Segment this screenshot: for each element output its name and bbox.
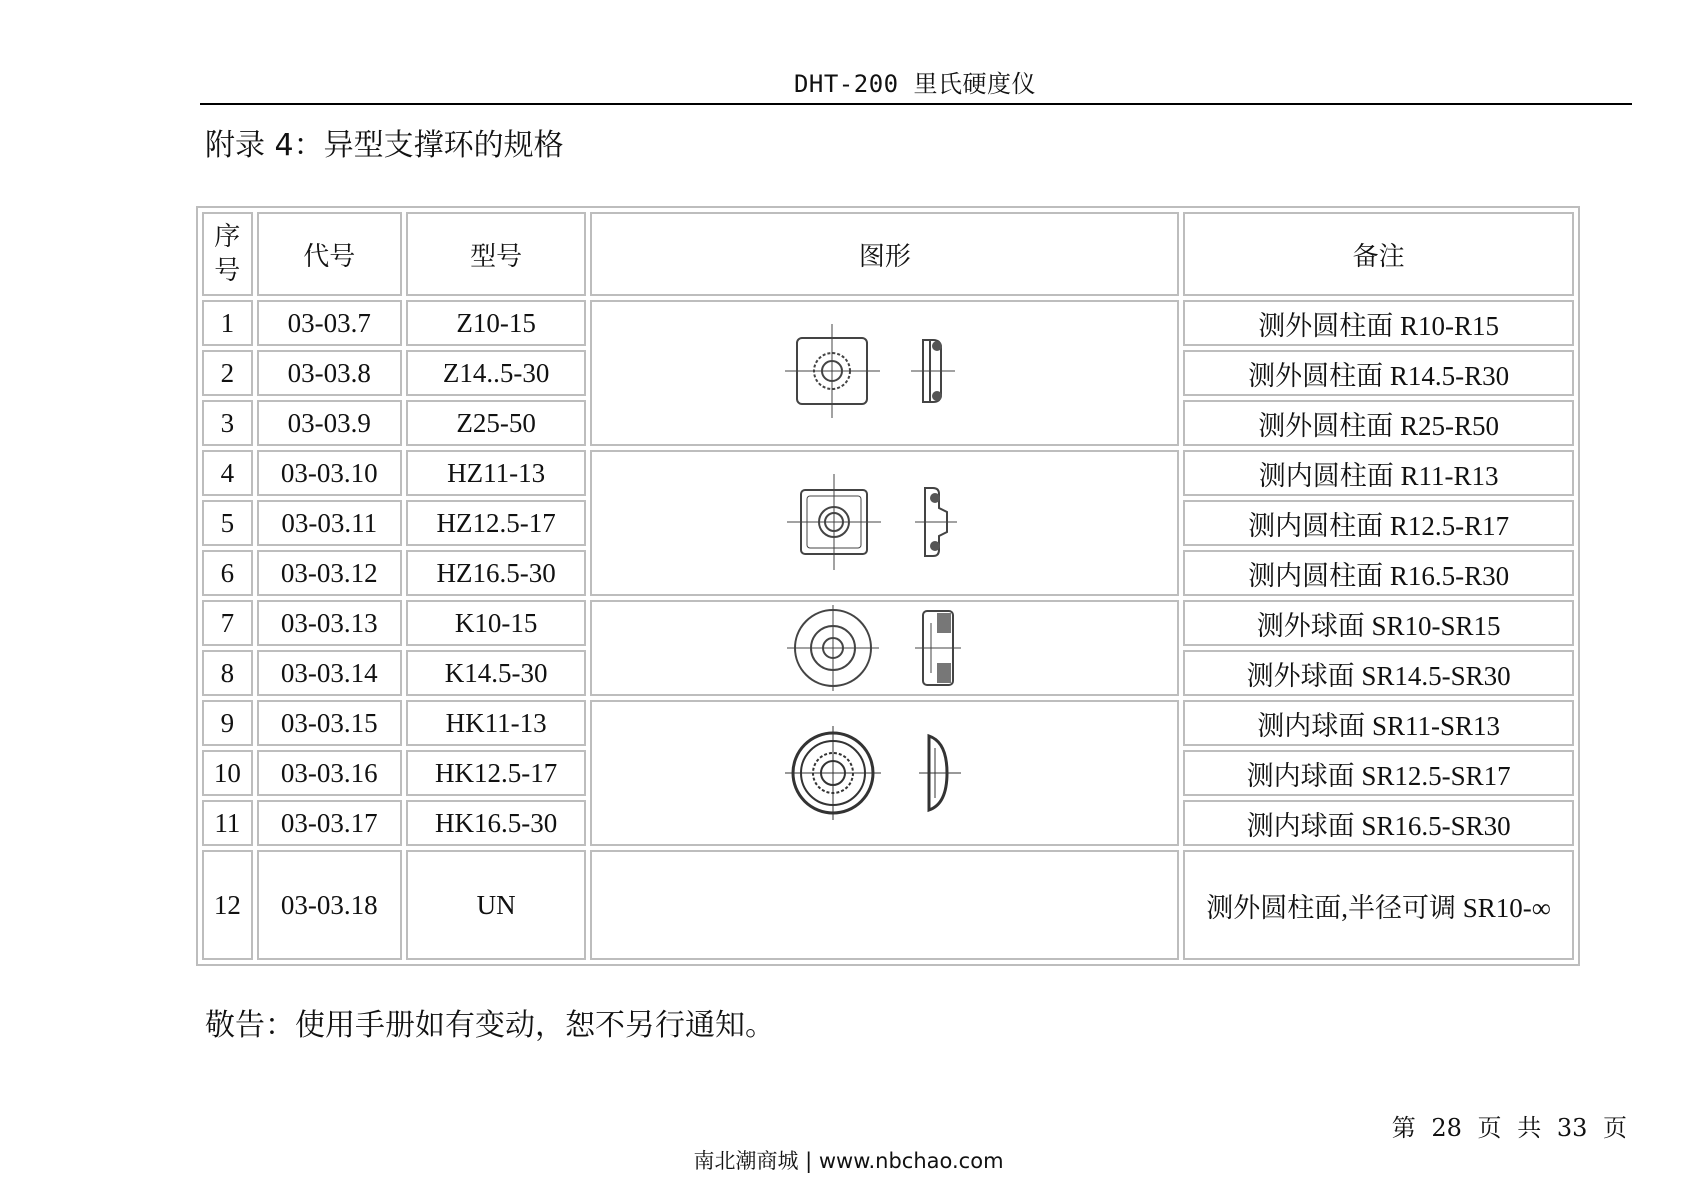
section-title: 附录 4：异型支撑环的规格 (205, 128, 564, 163)
notice-text: 敬告：使用手册如有变动，恕不另行通知。 (205, 1008, 775, 1043)
cell-model: Z14..5-30 (406, 350, 587, 396)
cell-model: K10-15 (406, 600, 587, 646)
cell-note: 测外圆柱面 R10-R15 (1183, 300, 1574, 346)
cell-note: 测外圆柱面,半径可调 SR10-∞ (1183, 850, 1574, 960)
cell-seq: 4 (202, 450, 253, 496)
figure-sphere-outer (590, 600, 1179, 696)
cell-code: 03-03.17 (257, 800, 402, 846)
header-code: 代号 (257, 212, 402, 296)
cell-note: 测外圆柱面 R25-R50 (1183, 400, 1574, 446)
figure-sphere-inner (590, 700, 1179, 846)
cell-code: 03-03.9 (257, 400, 402, 446)
cell-model: Z25-50 (406, 400, 587, 446)
cell-code: 03-03.8 (257, 350, 402, 396)
cell-model: K14.5-30 (406, 650, 587, 696)
document-header-title: DHT-200 里氏硬度仪 (793, 70, 1037, 98)
header-model: 型号 (406, 212, 587, 296)
cell-model: HK11-13 (406, 700, 587, 746)
cell-seq: 11 (202, 800, 253, 846)
footer-site-text: 南北潮商城 | www.nbchao.com (693, 1149, 1004, 1173)
cell-model: UN (406, 850, 587, 960)
cell-code: 03-03.16 (257, 750, 402, 796)
cell-code: 03-03.11 (257, 500, 402, 546)
table-row (202, 300, 1574, 346)
table-row (202, 700, 1574, 746)
cell-seq: 2 (202, 350, 253, 396)
cell-seq: 3 (202, 400, 253, 446)
cell-code: 03-03.7 (257, 300, 402, 346)
cell-note: 测内球面 SR16.5-SR30 (1183, 800, 1574, 846)
table-row (202, 450, 1574, 496)
header-figure: 图形 (590, 212, 1179, 296)
cell-code: 03-03.12 (257, 550, 402, 596)
cell-note: 测外圆柱面 R14.5-R30 (1183, 350, 1574, 396)
cell-seq: 12 (202, 850, 253, 960)
figure-cylinder-outer (590, 300, 1179, 446)
figure-empty (590, 850, 1179, 960)
cell-note: 测外球面 SR10-SR15 (1183, 600, 1574, 646)
cell-seq: 1 (202, 300, 253, 346)
header-rule (200, 103, 1632, 105)
cell-code: 03-03.13 (257, 600, 402, 646)
cell-model: HZ12.5-17 (406, 500, 587, 546)
cell-code: 03-03.18 (257, 850, 402, 960)
support-ring-spec-table (196, 206, 1580, 966)
cell-note: 测内圆柱面 R16.5-R30 (1183, 550, 1574, 596)
cell-seq: 7 (202, 600, 253, 646)
page-number: 第 28 页 共 33 页 (1391, 1114, 1627, 1142)
table-row (202, 850, 1574, 960)
cell-model: HK12.5-17 (406, 750, 587, 796)
cell-seq: 10 (202, 750, 253, 796)
cell-model: HZ16.5-30 (406, 550, 587, 596)
cell-seq: 5 (202, 500, 253, 546)
cell-note: 测内球面 SR12.5-SR17 (1183, 750, 1574, 796)
cell-note: 测内圆柱面 R11-R13 (1183, 450, 1574, 496)
cell-seq: 8 (202, 650, 253, 696)
cell-code: 03-03.10 (257, 450, 402, 496)
cell-model: HZ11-13 (406, 450, 587, 496)
cell-seq: 9 (202, 700, 253, 746)
cell-note: 测内圆柱面 R12.5-R17 (1183, 500, 1574, 546)
header-seq: 序号 (202, 212, 253, 296)
table-header-row (202, 212, 1574, 296)
cell-note: 测内球面 SR11-SR13 (1183, 700, 1574, 746)
cell-code: 03-03.14 (257, 650, 402, 696)
table-row (202, 600, 1574, 646)
cell-model: Z10-15 (406, 300, 587, 346)
figure-cylinder-inner (590, 450, 1179, 596)
cell-note: 测外球面 SR14.5-SR30 (1183, 650, 1574, 696)
cell-model: HK16.5-30 (406, 800, 587, 846)
cell-seq: 6 (202, 550, 253, 596)
header-note: 备注 (1183, 212, 1574, 296)
cell-code: 03-03.15 (257, 700, 402, 746)
